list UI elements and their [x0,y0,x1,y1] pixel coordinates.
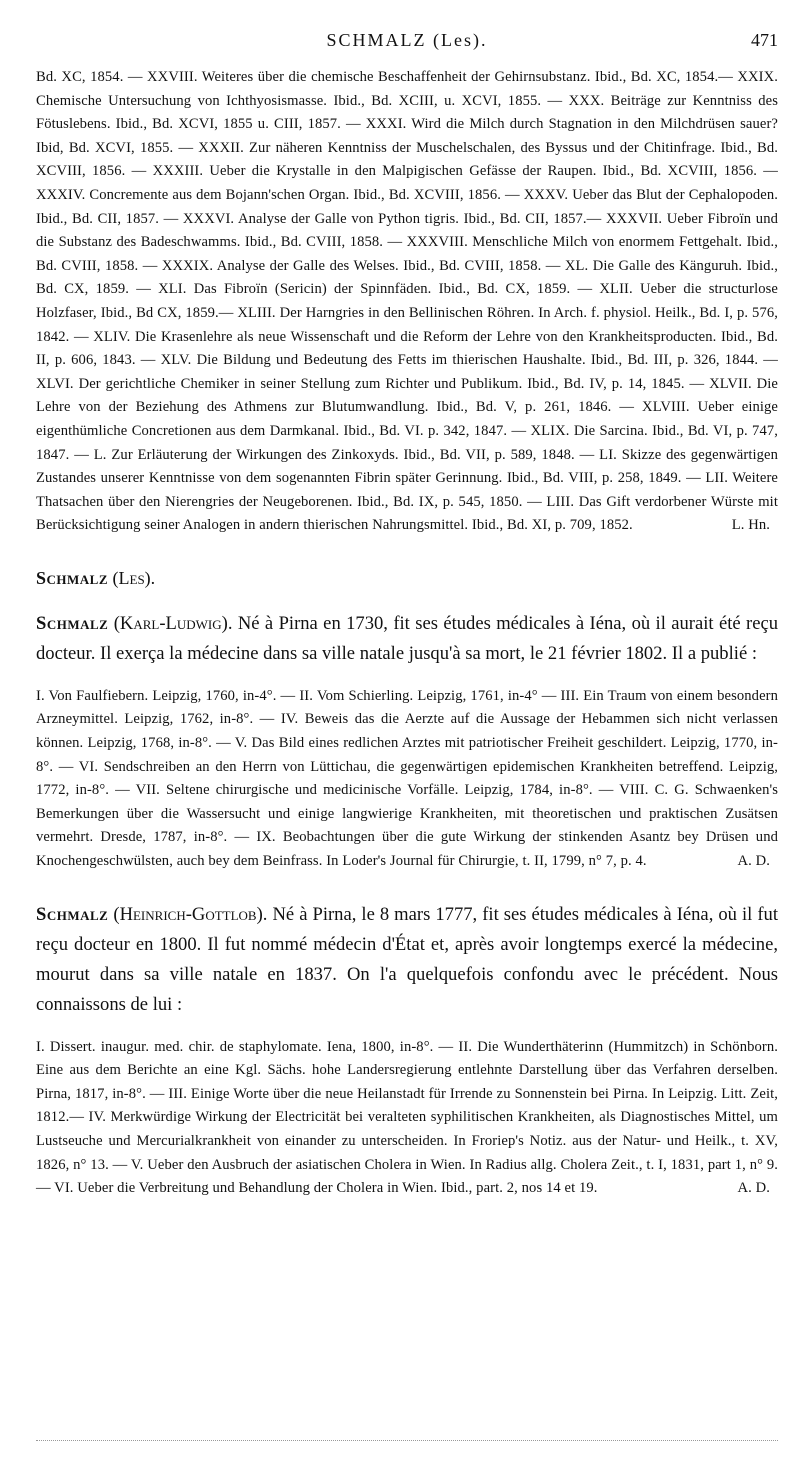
entry-karl-ludwig-bio: Né à Pirna en 1730, fit ses études médicales à Iéna, où il aurait été reçu docteur. Il exerça la médecine dans sa ville natale jusqu'à sa mort, le 21 février 1802. Il a publié : [36,612,778,664]
entry-heinrich-gottlob-intro [36,900,778,1020]
section-heading [36,568,778,589]
entry-karl-ludwig-signature: A. D. [737,853,770,870]
entry-karl-ludwig-name: Schmalz [36,612,109,634]
page-header [36,30,778,66]
entry-karl-ludwig-works [36,685,778,874]
entry-heinrich-gottlob-works-text: I. Dissert. inaugur. med. chir. de staphylomate. Iena, 1800, in-8°. — II. Die Wunderthäterinn (Hummitzch) in Schönborn. Eine aus dem Berichte an eine Kgl. Sächs. hohe Landersregierung entlehnte Darstellung über das Verfahren derselben. Pirna, 1817, in-8°. — III. Einige Worte über die neue Heilanstadt für Irrende zu Sonnenstein bei Pirna. In Leipzig. Litt. Zeit, 1812.— IV. Merkwürdige Wirkung der Electricität bei veralteten syphilitischen Krankheiten, als Diagnostisches Mittel, um Lustseuche und Mercurialkrankheit von einander zu unterscheiden. In Froriep's Notiz. aus der Natur- und Heilk., t. XV, 1826, n° 13. — V. Ueber den Ausbruch der asiatischen Cholera in Wien. In Radius allg. Cholera Zeit., t. I, 1831, part 1, n° 9. — VI. Ueber die Verbreitung und Behandlung der Cholera in Wien. Ibid., part. 2, nos 14 et 19. [36,1038,778,1197]
entry-heinrich-gottlob-forenames: (Heinrich-Gottlob). [108,903,268,925]
entry-heinrich-gottlob-works [36,1036,778,1201]
entry-heinrich-gottlob-bio: Né à Pirna, le 8 mars 1777, fit ses études médicales à Iéna, où il fut reçu docteur en 1800. Il fut nommé médecin d'État et, après avoir longtemps exercé la médecine, mourut dans sa ville natale en 1837. On l'a quelquefois confondu avec le précédent. Nous connaissons de lui : [36,903,779,1015]
page [36,30,778,1201]
footer-rule [36,1440,778,1442]
entry-heinrich-gottlob-name: Schmalz [36,903,109,925]
entry-karl-ludwig-forenames: (Karl-Ludwig). [108,612,233,634]
entry-karl-ludwig-intro [36,609,778,669]
entry-karl-ludwig-works-text: I. Von Faulfiebern. Leipzig, 1760, in-4°. — II. Vom Schierling. Leipzig, 1761, in-4° — III. Ein Traum von einem besondern Arzneymittel. Leipzig, 1762, in-8°. — IV. Beweis das die Aerzte auf die Aussage der Hebammen sich nicht verlassen können. Leipzig, 1768, in-8°. — V. Das Bild eines redlichen Arztes mit patriotischer Freiheit geschildert. Leipzig, 1770, in-8°. — VI. Sendschreiben an den Herrn von Lüttichau, die gegenwärtigen epidemischen Krankheiten betreffend. Leipzig, 1772, in-8°. — VII. Seltene chirurgische und medicinische Vorfälle. Leipzig, 1784, in-8°. — VIII. C. G. Schwaenken's Bemerkungen über die Wassersucht und einige langwierige Krankheiten, mit theoretischen und praktischen Zusätsen vermehrt. Dresde, 1787, in-8°. — IX. Beobachtungen über die gute Wirkung der stinkenden Asantz bey Drüsen und Knochengeschwülsten, auch bey dem Beinfrass. In Loder's Journal für Chirurgie, t. II, 1799, n° 7, p. 4. [36,687,778,870]
entry-heinrich-gottlob-signature: A. D. [737,1180,770,1197]
section-heading-suffix: (Les). [108,567,156,588]
running-head: SCHMALZ (Les). [326,30,488,50]
continued-signature: L. Hn. [731,517,770,534]
continued-text: Bd. XC, 1854. — XXVIII. Weiteres über die chemische Beschaffenheit der Gehirnsubstanz. Ibid., Bd. XC, 1854.— XXIX. Chemische Untersuchung von Ichthyosismasse. Ibid., Bd. XCIII, u. XCVI, 1855. — XXX. Beiträge zur Kenntniss des Fötuslebens. Ibid., Bd. XCVI, 1855 u. CIII, 1857. — XXXI. Wird die Milch durch Stagnation in den Milchdrüsen sauer? Ibid, Bd. XCVI, 1855. — XXXII. Zur näheren Kenntniss der Muschelschalen, des Byssus und der Chitinfrage. Ibid., Bd. XCVIII, 1856. — XXXIII. Ueber die Krystalle in den Malpigischen Gefässe der Raupen. Ibid., Bd. XCVIII, 1856. — XXXIV. Concremente aus dem Bojann'schen Organ. Ibid., Bd. XCVIII, 1856. — XXXV. Ueber das Blut der Cephalopoden. Ibid., Bd. CII, 1857. — XXXVI. Analyse der Galle von Python tigris. Ibid., Bd. CII, 1857.— XXXVII. Ueber Fibroïn und die Substanz des Badeschwamms. Ibid., Bd. CVIII, 1858. — XXXVIII. Menschliche Milch von enormem Fettgehalt. Ibid., Bd. CVIII, 1858. — XXXIX. Analyse der Galle des Welses. Ibid., Bd. CVIII, 1858. — XL. Die Galle des Känguruh. Ibid., Bd. CX, 1859. — XLI. Das Fibroïn (Sericin) der Spinnfäden. Ibid., Bd. CX, 1859. — XLII. Ueber die structurlose Holzfaser, Ibid., Bd CX, 1859.— XLIII. Der Harngries in den Bellinischen Röhren. In Arch. f. physiol. Heilk., Bd. I, p. 576, 1842. — XLIV. Die Krasenlehre als neue Wissenschaft und die Reform der Lehre von den Krankheitsproducten. Ibid., Bd. II, p. 606, 1843. — XLV. Die Bildung und Bedeutung des Fetts im thierischen Haushalte. Ibid., Bd. III, p. 326, 1844. — XLVI. Der gerichtliche Chemiker in seiner Stellung zum Richter und Publikum. Ibid., Bd. IV, p. 14, 1845. — XLVII. Die Lehre von der Beziehung des Athmens zur Blutumwandlung. Ibid., Bd. V, p. 261, 1846. — XLVIII. Ueber einige eigenthümliche Concretionen aus dem Darmkanal. Ibid., Bd. VI. p. 342, 1847. — XLIX. Die Sarcina. Ibid., Bd. VI, p. 747, 1847. — L. Zur Erläuterung der Wirkungen des Zinkoxyds. Ibid., Bd. VII, p. 589, 1848. — LI. Skizze des gegenwärtigen Zustandes unserer Kenntnisse von dem sogenannten Fibrin später Gerinnung. Ibid., Bd. VIII, p. 258, 1849. — LII. Weitere Thatsachen über den Nierengries der Neugeborenen. Ibid., Bd. IX, p. 545, 1850. — LIII. Das Gift verdorbener Würste mit Berücksichtigung seiner Analogen in andern thierischen Nahrungsmittel. Ibid., Bd. XI, p. 709, 1852. [36,69,778,534]
continued-bibliography [36,66,778,538]
page-number: 471 [751,30,778,50]
section-heading-name: Schmalz [36,567,109,588]
